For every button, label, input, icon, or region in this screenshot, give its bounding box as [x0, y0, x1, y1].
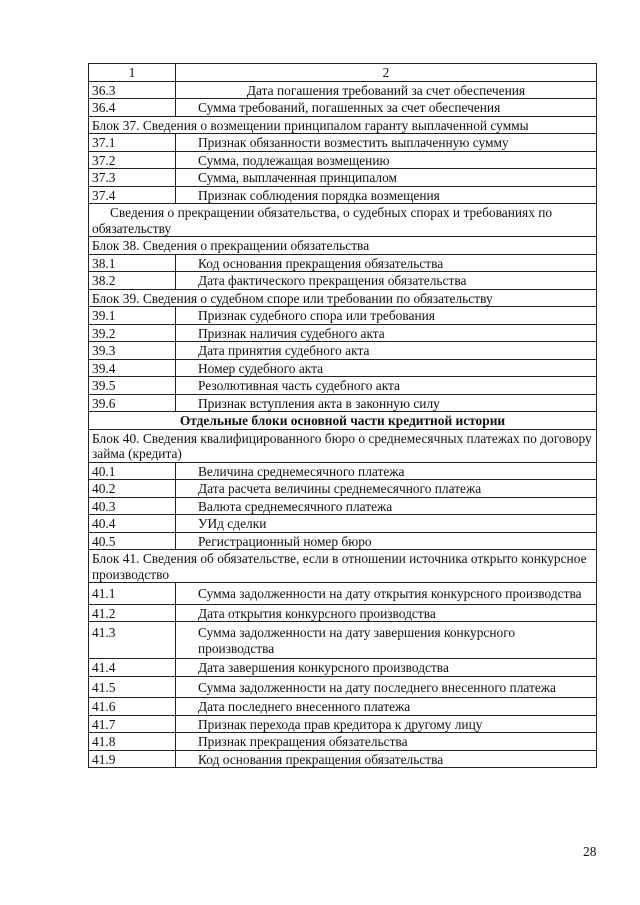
- row-number: 41.6: [89, 698, 176, 716]
- table-row: [89, 186, 597, 204]
- row-description: Признак обязанности возместить выплаченную сумму: [176, 134, 597, 152]
- row-number: 37.2: [89, 151, 176, 169]
- row-number: 40.2: [89, 480, 176, 498]
- row-description: Признак прекращения обязательства: [176, 733, 597, 751]
- row-description: Дата завершения конкурсного производства: [176, 659, 597, 677]
- table-row: [89, 134, 597, 152]
- row-number: 40.4: [89, 515, 176, 533]
- table-row: [89, 81, 597, 99]
- table-row: [89, 604, 597, 622]
- block-heading: Блок 38. Сведения о прекращении обязательства: [89, 237, 597, 255]
- column-header-1: 1: [89, 64, 176, 82]
- table-row: [89, 715, 597, 733]
- row-number: 41.3: [89, 622, 176, 659]
- row-number: 39.4: [89, 359, 176, 377]
- table-row: [89, 254, 597, 272]
- row-number: 39.1: [89, 307, 176, 325]
- table-row: [89, 733, 597, 751]
- row-number: 37.1: [89, 134, 176, 152]
- row-description: Валюта среднемесячного платежа: [176, 497, 597, 515]
- row-description: Сумма задолженности на дату последнего внесенного платежа: [176, 676, 597, 698]
- table-row: [89, 99, 597, 117]
- block-row: [89, 429, 597, 462]
- bold-row: [89, 412, 597, 430]
- row-description: Сумма задолженности на дату открытия конкурсного производства: [176, 583, 597, 605]
- row-description: Дата погашения требований за счет обеспечения: [176, 81, 597, 99]
- row-number: 39.3: [89, 342, 176, 360]
- table-row: [89, 307, 597, 325]
- row-number: 40.5: [89, 532, 176, 550]
- row-description: Признак судебного спора или требования: [176, 307, 597, 325]
- table-row: [89, 676, 597, 698]
- row-number: 41.4: [89, 659, 176, 677]
- block-heading: Блок 37. Сведения о возмещении принципалом гаранту выплаченной суммы: [89, 116, 597, 134]
- row-description: Резолютивная часть судебного акта: [176, 377, 597, 395]
- table-row: [89, 532, 597, 550]
- row-number: 40.1: [89, 462, 176, 480]
- row-description: Дата открытия конкурсного производства: [176, 604, 597, 622]
- table-row: [89, 659, 597, 677]
- row-number: 41.2: [89, 604, 176, 622]
- table-row: [89, 462, 597, 480]
- row-description: Сумма, выплаченная принципалом: [176, 169, 597, 187]
- row-number: 39.2: [89, 324, 176, 342]
- row-number: 36.3: [89, 81, 176, 99]
- table-row: [89, 497, 597, 515]
- row-description: Величина среднемесячного платежа: [176, 462, 597, 480]
- row-description: Регистрационный номер бюро: [176, 532, 597, 550]
- row-number: 39.6: [89, 394, 176, 412]
- row-number: 37.4: [89, 186, 176, 204]
- table-row: [89, 622, 597, 659]
- table-row: [89, 324, 597, 342]
- table-row: [89, 272, 597, 290]
- row-number: 39.5: [89, 377, 176, 395]
- row-number: 38.2: [89, 272, 176, 290]
- bold-heading: Отдельные блоки основной части кредитной истории: [89, 412, 597, 430]
- row-description: Признак перехода прав кредитора к другому лицу: [176, 715, 597, 733]
- row-description: Сумма задолженности на дату завершения конкурсного производства: [176, 622, 597, 659]
- row-description: Дата принятия судебного акта: [176, 342, 597, 360]
- row-description: Признак вступления акта в законную силу: [176, 394, 597, 412]
- block-row: [89, 289, 597, 307]
- row-description: Номер судебного акта: [176, 359, 597, 377]
- row-description: Дата фактического прекращения обязательства: [176, 272, 597, 290]
- table-header-row: [89, 64, 597, 82]
- table-row: [89, 515, 597, 533]
- row-description: Признак наличия судебного акта: [176, 324, 597, 342]
- page-number: 28: [583, 844, 597, 859]
- row-description: Признак соблюдения порядка возмещения: [176, 186, 597, 204]
- row-description: УИд сделки: [176, 515, 597, 533]
- table-row: [89, 480, 597, 498]
- table-row: [89, 583, 597, 605]
- row-description: Код основания прекращения обязательства: [176, 750, 597, 768]
- block-row: [89, 550, 597, 583]
- row-number: 41.9: [89, 750, 176, 768]
- table-row: [89, 169, 597, 187]
- row-description: Сумма, подлежащая возмещению: [176, 151, 597, 169]
- column-header-2: 2: [176, 64, 597, 82]
- row-description: Дата расчета величины среднемесячного платежа: [176, 480, 597, 498]
- row-number: 36.4: [89, 99, 176, 117]
- block-row: [89, 116, 597, 134]
- row-number: 41.1: [89, 583, 176, 605]
- row-description: Дата последнего внесенного платежа: [176, 698, 597, 716]
- block-heading: Блок 39. Сведения о судебном споре или требовании по обязательству: [89, 289, 597, 307]
- table-row: [89, 359, 597, 377]
- table-row: [89, 698, 597, 716]
- row-number: 41.5: [89, 676, 176, 698]
- table-row: [89, 394, 597, 412]
- block-heading: Блок 40. Сведения квалифицированного бюро о среднемесячных платежах по договору займа (кредита): [89, 429, 597, 462]
- section-heading: Сведения о прекращении обязательства, о судебных спорах и требованиях по обязательству: [89, 204, 597, 237]
- block-row: [89, 237, 597, 255]
- table-row: [89, 750, 597, 768]
- row-number: 41.8: [89, 733, 176, 751]
- table-row: [89, 377, 597, 395]
- row-number: 38.1: [89, 254, 176, 272]
- row-description: Код основания прекращения обязательства: [176, 254, 597, 272]
- document-page: [88, 63, 597, 768]
- credit-history-table: [88, 63, 597, 768]
- row-description: Сумма требований, погашенных за счет обеспечения: [176, 99, 597, 117]
- table-row: [89, 151, 597, 169]
- row-number: 40.3: [89, 497, 176, 515]
- block-heading: Блок 41. Сведения об обязательстве, если в отношении источника открыто конкурсное производство: [89, 550, 597, 583]
- row-number: 37.3: [89, 169, 176, 187]
- table-row: [89, 342, 597, 360]
- row-number: 41.7: [89, 715, 176, 733]
- table-body: [89, 64, 597, 768]
- section-row: [89, 204, 597, 237]
